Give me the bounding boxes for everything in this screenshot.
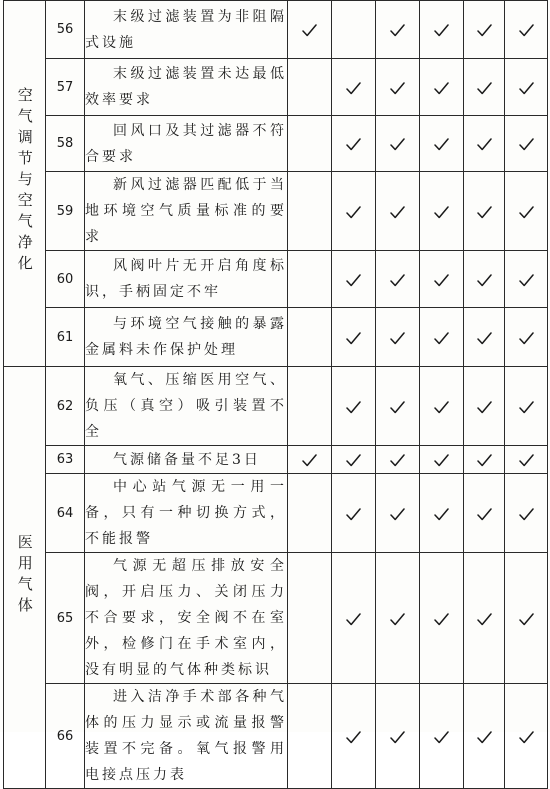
row-description: 风阀叶片无开启角度标识，手柄固定不牢 [85,251,288,308]
check-icon [302,24,317,37]
row-number: 56 [46,1,85,59]
table-row [4,59,548,116]
check-icon [477,731,492,744]
check-icon [477,82,492,95]
check-cell [505,474,548,553]
check-cell [505,251,548,308]
check-cell [376,116,420,172]
check-cell [288,367,332,446]
category-label: 空气调节与空气净化 [15,87,34,276]
check-icon [390,138,405,151]
check-icon [390,613,405,626]
check-icon [346,274,361,287]
check-cell [464,474,505,553]
table-row [4,474,548,553]
check-cell [288,172,332,251]
row-number: 65 [46,553,85,684]
row-description: 末级过滤装置未达最低效率要求 [85,59,288,116]
check-icon [434,613,449,626]
row-description: 回风口及其过滤器不符合要求 [85,116,288,172]
check-cell [505,367,548,446]
check-icon [477,206,492,219]
check-icon [434,508,449,521]
check-cell [288,446,332,474]
row-number: 58 [46,116,85,172]
category-label: 医用气体 [15,533,34,618]
check-cell [332,59,376,116]
check-cell [464,446,505,474]
check-cell [288,1,332,59]
table-row [4,172,548,251]
row-number: 57 [46,59,85,116]
check-icon [477,138,492,151]
check-cell [505,308,548,367]
check-icon [390,206,405,219]
table-row [4,251,548,308]
check-cell [464,684,505,789]
check-icon [477,454,492,467]
check-icon [519,454,534,467]
check-cell [505,116,548,172]
check-cell [288,116,332,172]
check-icon [302,454,317,467]
check-cell [505,553,548,684]
check-icon [434,454,449,467]
check-cell [376,251,420,308]
check-icon [434,206,449,219]
check-icon [346,206,361,219]
check-cell [332,308,376,367]
check-icon [346,332,361,345]
category-cell [4,1,46,367]
table-row [4,446,548,474]
check-icon [477,613,492,626]
check-icon [477,401,492,414]
check-cell [420,1,464,59]
check-cell [420,684,464,789]
check-icon [346,613,361,626]
check-cell [420,446,464,474]
check-cell [420,116,464,172]
check-cell [420,367,464,446]
check-icon [519,401,534,414]
check-icon [390,274,405,287]
check-icon [519,274,534,287]
check-cell [464,553,505,684]
row-description: 氧气、压缩医用空气、负压（真空）吸引装置不全 [85,367,288,446]
check-icon [434,401,449,414]
row-description: 末级过滤装置为非阻隔式设施 [85,1,288,59]
check-cell [332,446,376,474]
check-cell [288,251,332,308]
check-cell [376,446,420,474]
table-row [4,116,548,172]
check-cell [420,474,464,553]
row-number: 60 [46,251,85,308]
row-number: 59 [46,172,85,251]
check-icon [390,508,405,521]
row-description: 气源储备量不足3日 [85,446,288,474]
check-cell [332,1,376,59]
check-cell [464,59,505,116]
check-cell [464,1,505,59]
check-icon [346,731,361,744]
check-cell [505,172,548,251]
check-icon [390,82,405,95]
check-cell [288,553,332,684]
check-cell [332,172,376,251]
check-icon [477,332,492,345]
check-cell [332,474,376,553]
check-cell [464,116,505,172]
row-description: 新风过滤器匹配低于当地环境空气质量标准的要求 [85,172,288,251]
check-icon [477,24,492,37]
check-icon [434,138,449,151]
check-cell [420,553,464,684]
row-number: 66 [46,684,85,789]
check-icon [519,613,534,626]
table-row [4,684,548,789]
check-cell [420,251,464,308]
check-icon [519,206,534,219]
row-number: 62 [46,367,85,446]
row-description: 气源无超压排放安全阀，开启压力、关闭压力不合要求，安全阀不在室外，检修门在手术室内，没有明显的气体种类标识 [85,553,288,684]
check-icon [477,508,492,521]
check-cell [464,367,505,446]
table-row [4,308,548,367]
row-description: 与环境空气接触的暴露金属料未作保护处理 [85,308,288,367]
check-icon [519,138,534,151]
check-cell [376,308,420,367]
check-cell [420,172,464,251]
check-cell [464,251,505,308]
check-cell [505,684,548,789]
check-cell [376,59,420,116]
check-icon [390,24,405,37]
check-cell [505,446,548,474]
check-cell [464,172,505,251]
check-icon [346,82,361,95]
check-icon [390,332,405,345]
check-cell [332,251,376,308]
check-cell [332,553,376,684]
category-cell [4,367,46,789]
check-cell [464,308,505,367]
check-cell [288,308,332,367]
check-cell [376,1,420,59]
check-icon [346,401,361,414]
check-icon [346,454,361,467]
row-description: 进入洁净手术部各种气体的压力显示或流量报警装置不完备。氧气报警用电接点压力表 [85,684,288,789]
check-cell [376,474,420,553]
check-icon [519,82,534,95]
check-icon [390,731,405,744]
row-description: 中心站气源无一用一备，只有一种切换方式，不能报警 [85,474,288,553]
check-icon [519,508,534,521]
check-icon [390,454,405,467]
row-number: 61 [46,308,85,367]
row-number: 64 [46,474,85,553]
check-cell [288,684,332,789]
table-row [4,367,548,446]
table-row [4,553,548,684]
check-cell [376,172,420,251]
check-icon [519,731,534,744]
row-number: 63 [46,446,85,474]
check-icon [434,332,449,345]
check-icon [390,401,405,414]
check-cell [376,553,420,684]
check-cell [332,684,376,789]
check-cell [376,684,420,789]
check-icon [434,274,449,287]
table-row [4,1,548,59]
check-icon [519,332,534,345]
check-cell [332,116,376,172]
check-cell [288,474,332,553]
check-cell [332,367,376,446]
inspection-table [3,0,548,789]
check-icon [519,24,534,37]
check-icon [434,731,449,744]
check-cell [505,59,548,116]
check-cell [420,308,464,367]
check-cell [420,59,464,116]
check-cell [376,367,420,446]
check-icon [346,508,361,521]
check-icon [434,24,449,37]
check-cell [505,1,548,59]
check-icon [346,138,361,151]
check-cell [288,59,332,116]
check-icon [434,82,449,95]
check-icon [477,274,492,287]
